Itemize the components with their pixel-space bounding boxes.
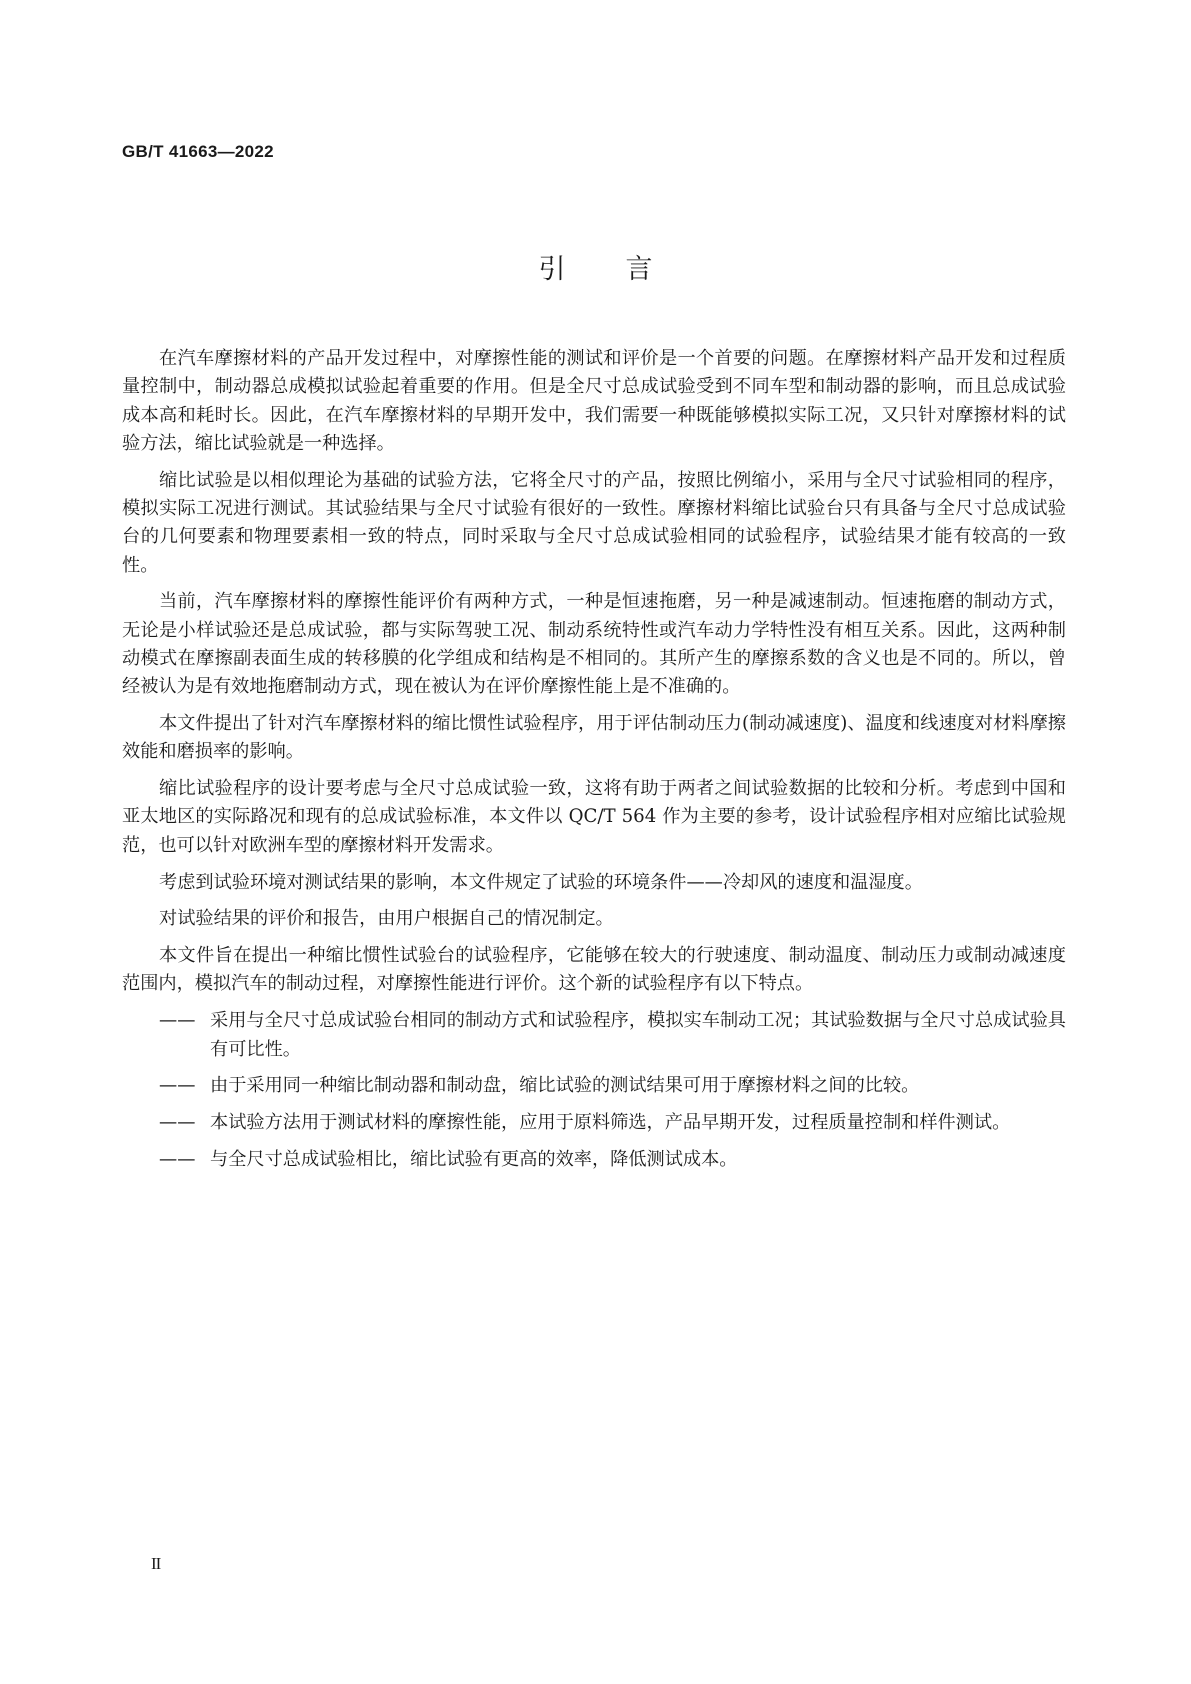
paragraph: 当前，汽车摩擦材料的摩擦性能评价有两种方式，一种是恒速拖磨，另一种是减速制动。恒速拖磨的制动方式，无论是小样试验还是总成试验，都与实际驾驶工况、制动系统特性或汽车动力学特性没有相互关系。因此，这两种制动模式在摩擦副表面生成的转移膜的化学组成和结构是不相同的。其所产生的摩擦系数的含义也是不同的。所以，曾经被认为是有效地拖磨制动方式，现在被认为在评价摩擦性能上是不准确的。 <box>122 591 1066 698</box>
paragraph: 考虑到试验环境对测试结果的影响，本文件规定了试验的环境条件——冷却风的速度和温湿度。 <box>159 871 923 893</box>
list-item-text: 本试验方法用于测试材料的摩擦性能，应用于原料筛选，产品早期开发，过程质量控制和样件测试。 <box>210 1112 1011 1134</box>
list-dash: —— <box>159 1075 196 1097</box>
list-dash: —— <box>159 1010 196 1032</box>
list-item <box>122 1072 1066 1100</box>
paragraph: 在汽车摩擦材料的产品开发过程中，对摩擦性能的测试和评价是一个首要的问题。在摩擦材料产品开发和过程质量控制中，制动器总成模拟试验起着重要的作用。但是全尺寸总成试验受到不同车型和制动器的影响，而且总成试验成本高和耗时长。因此，在汽车摩擦材料的早期开发中，我们需要一种既能够模拟实际工况，又只针对摩擦材料的试验方法，缩比试验就是一种选择。 <box>122 348 1066 454</box>
list-item <box>122 1007 1066 1064</box>
paragraph: 本文件旨在提出一种缩比惯性试验台的试验程序，它能够在较大的行驶速度、制动温度、制动压力或制动减速度范围内，模拟汽车的制动过程，对摩擦性能进行评价。这个新的试验程序有以下特点。 <box>122 945 1066 995</box>
list-item <box>122 1109 1066 1137</box>
paragraph: 缩比试验程序的设计要考虑与全尺寸总成试验一致，这将有助于两者之间试验数据的比较和分析。考虑到中国和亚太地区的实际路况和现有的总成试验标准，本文件以 QC/T 564 作为主要的参考，设计试验程序相对应缩比试验规范，也可以针对欧洲车型的摩擦材料开发需求。 <box>122 778 1066 856</box>
page-number: II <box>151 1554 161 1573</box>
paragraph: 缩比试验是以相似理论为基础的试验方法，它将全尺寸的产品，按照比例缩小，采用与全尺寸试验相同的程序，模拟实际工况进行测试。其试验结果与全尺寸试验有很好的一致性。摩擦材料缩比试验台只有具备与全尺寸总成试验台的几何要素和物理要素相一致的特点，同时采取与全尺寸总成试验相同的试验程序，试验结果才能有较高的一致性。 <box>122 469 1066 576</box>
paragraph: 对试验结果的评价和报告，由用户根据自己的情况制定。 <box>159 908 614 930</box>
list-dash: —— <box>159 1148 196 1170</box>
list-dash: —— <box>159 1112 196 1134</box>
list-item-text: 与全尺寸总成试验相比，缩比试验有更高的效率，降低测试成本。 <box>210 1148 738 1170</box>
list-item-text: 由于采用同一种缩比制动器和制动盘，缩比试验的测试结果可用于摩擦材料之间的比较。 <box>210 1075 920 1097</box>
list-item-text: 采用与全尺寸总成试验台相同的制动方式和试验程序，模拟实车制动工况；其试验数据与全尺寸总成试验具有可比性。 <box>210 1010 1066 1060</box>
page-title: 引言 <box>538 254 713 285</box>
standard-number: GB/T 41663—2022 <box>122 142 274 161</box>
paragraph: 本文件提出了针对汽车摩擦材料的缩比惯性试验程序，用于评估制动压力(制动减速度)、温度和线速度对材料摩擦效能和磨损率的影响。 <box>122 713 1066 763</box>
list-item <box>122 1146 1066 1174</box>
body-text <box>122 345 1066 1183</box>
